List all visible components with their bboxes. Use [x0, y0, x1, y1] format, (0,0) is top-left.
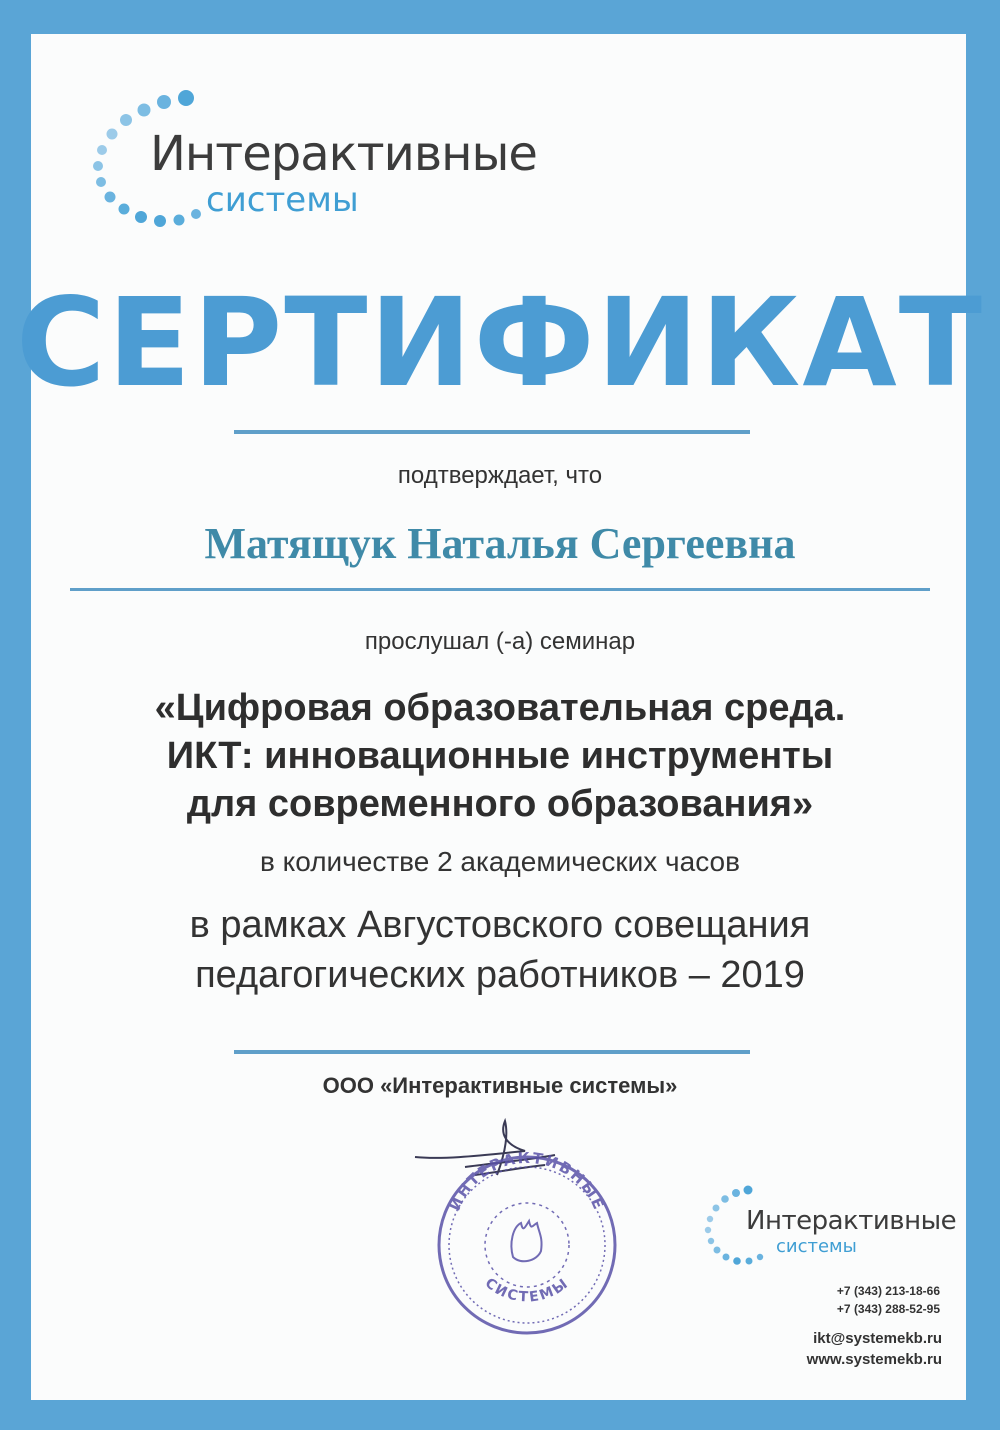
- seminar-title: [0, 684, 1000, 828]
- phone-contacts: [837, 1282, 940, 1318]
- company-stamp: [405, 1115, 645, 1345]
- name-underline: [70, 588, 930, 591]
- stamp-hand-icon: [511, 1221, 541, 1261]
- event-context-line: в рамках Августовского совещания: [189, 904, 811, 946]
- logo-word-interactive: Интерактивные: [746, 1206, 957, 1236]
- seminar-title-line: ИКТ: инновационные инструменты: [166, 735, 834, 777]
- confirms-text: подтверждает, что: [397, 462, 603, 489]
- company-logo: [84, 86, 537, 236]
- hours-text: в количестве 2 академических часов: [260, 846, 740, 877]
- recipient-name: Матящук Наталья Сергеевна: [204, 519, 796, 568]
- seminar-title-line: для современного образования»: [186, 783, 814, 825]
- website-link[interactable]: www.systemekb.ru: [806, 1351, 942, 1368]
- svg-text:ИНТЕРАКТИВНЫЕ: [446, 1149, 609, 1214]
- event-context-line: педагогических работников – 2019: [195, 954, 805, 996]
- seminar-title-line: «Цифровая образовательная среда.: [154, 687, 846, 729]
- svg-text:СИСТЕМЫ: [482, 1275, 573, 1305]
- email-link[interactable]: ikt@systemekb.ru: [813, 1330, 942, 1347]
- logo-word-systems: системы: [206, 180, 359, 220]
- company-logo-small: [700, 1182, 960, 1272]
- divider-bottom: [234, 1050, 750, 1054]
- attended-text: прослушал (-а) семинар: [364, 628, 636, 655]
- stamp-bottom-text: СИСТЕМЫ: [481, 1275, 573, 1306]
- divider-top: [234, 430, 750, 434]
- stamp-top-text: ИНТЕРАКТИВНЫЕ: [445, 1148, 609, 1214]
- certificate-title: СЕРТИФИКАТ: [15, 272, 985, 414]
- web-contacts: [807, 1328, 942, 1370]
- phone-number: +7 (343) 288-52-95: [836, 1302, 940, 1316]
- organization-name: ООО «Интерактивные системы»: [322, 1073, 678, 1098]
- phone-number: +7 (343) 213-18-66: [836, 1284, 940, 1298]
- logo-word-interactive: Интерактивные: [150, 126, 537, 182]
- event-context: [0, 900, 1000, 1000]
- stamp-seal: [439, 1149, 615, 1333]
- logo-word-systems: системы: [776, 1236, 857, 1257]
